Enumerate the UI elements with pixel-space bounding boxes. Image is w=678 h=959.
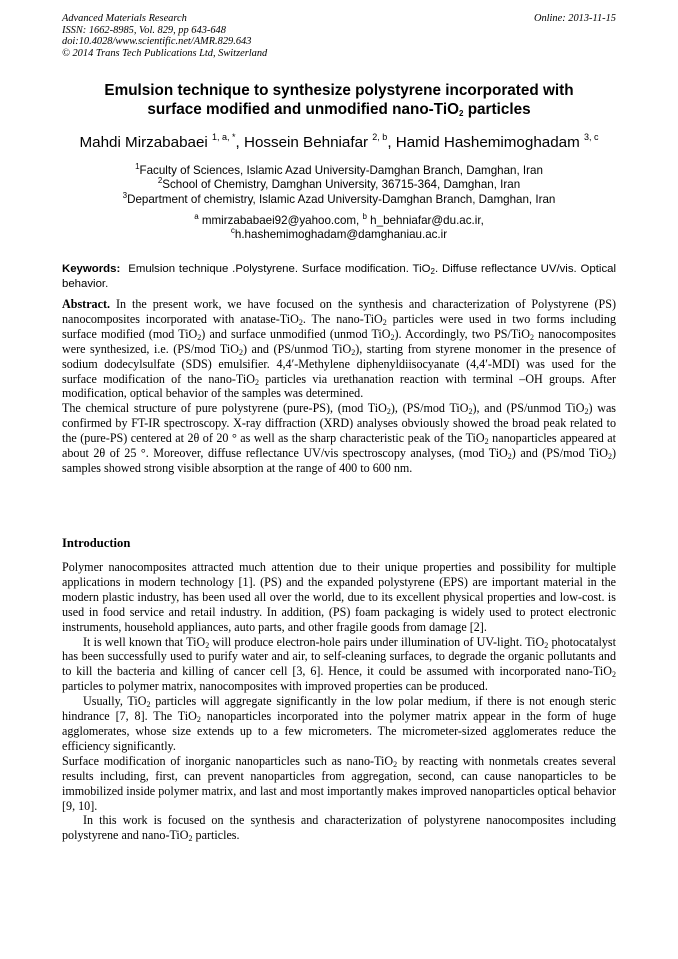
author-name: , Hossein Behniafar [235, 134, 373, 151]
email-list: $^a$ mmirzababaei92@yahoo.com, $^b$ h_behniafar@du.ac.ir, $^c$h.hashemimoghadam@damghaniau.ac.ir [194, 212, 484, 242]
section-heading-introduction: Introduction [62, 536, 131, 550]
affiliation-list [62, 164, 616, 207]
journal-name: Advanced Materials Research [62, 13, 187, 24]
intro-paragraph: In this work is focused on the synthesis and characterization of polystyrene nanocomposites including polystyrene and nano-TiO$_2$ particles. [62, 813, 616, 844]
email-link[interactable]: h.hashemimoghadam@damghaniau.ac.ir [234, 228, 448, 242]
intro-paragraph: Polymer nanocomposites attracted much attention due to their unique properties and possibility for multiple applications in modern technology [1]. (PS) and the expanded polystyrene (EPS) are important material in the modern plastic industry, has been used all over the world, due to its excellent physical properties and low-cost. is used in food service and retail industry. In addition, (PS) foam packaging is widely used to protect electronic instruments, household appliances, auto parts, and other fragile goods from damage [2]. [62, 560, 616, 634]
introduction-section [62, 560, 616, 843]
keywords-section: Keywords: Emulsion technique .Polystyrene. Surface modification. TiO$_2$. Diffuse reflectance UV/vis. Optical behavior. [62, 263, 617, 290]
abstract-paragraph-2: The chemical structure of pure polystyrene (pure-PS), (mod TiO$_2$), (PS/mod TiO$_2$), and (PS/unmod TiO$_2$) was confirmed by FT-IR spectroscopy. X-ray diffraction (XRD) analyses obviously showed the broad peak related to the (pure-PS) centered at 2θ of 20 ° as well as the sharp characteristic peak of the TiO$_2$ nanoparticles appeared at about 2θ of 25 °. Moreover, diffuse reflectance UV/vis spectroscopy analyses, (mod TiO$_2$) and (PS/mod TiO$_2$) samples showed strong visible absorption at the range of 400 to 600 nm. [62, 401, 617, 475]
affiliation: $^2$School of Chemistry, Damghan University, 36715-364, Damghan, Iran [157, 176, 521, 192]
paper-title [62, 82, 616, 119]
intro-paragraph: Surface modification of inorganic nanoparticles such as nano-TiO$_2$ by reacting with nonmetals creates several results including, first, can prevent nanoparticles from aggregation, second, can cause nanoparticles to be immobilized inside polymer matrix, and last and most importantly makes improved nanoparticles optical behavior [9, 10]. [62, 753, 616, 813]
abstract-label: Abstract. [62, 297, 111, 311]
journal-header [62, 13, 616, 59]
abstract-paragraph-1: Abstract. In the present work, we have focused on the synthesis and characterization of Polystyrene (PS) nanocomposites incorporated with anatase-TiO$_2$. The nano-TiO$_2$ particles were used in two forms including surface modified (mod TiO$_2$) and surface unmodified (unmod TiO$_2$). Accordingly, two PS/TiO$_2$ nanocomposites were synthesized, i.e. (PS/mod TiO$_2$) and (PS/unmod TiO$_2$), starting from styrene monomer in the presence of sodium dodecylsulfate (SDS) emulsifier. 4,4′-Methylene diphenyldiisocyanate (4,4′-MDI) was used for the surface modification of the nano-TiO$_2$ particles via urethanation reaction with terminal –OH groups. After modification, optical behavior of the samples was determined. [62, 297, 616, 401]
title-line-1: Emulsion technique to synthesize polystyrene incorporated with [104, 82, 574, 99]
title-line-2: surface modified and unmodified nano-TiO$_2$ particles [147, 100, 531, 118]
copyright-line: © 2014 Trans Tech Publications Ltd, Switzerland [62, 47, 268, 59]
keywords-label: Keywords: [62, 263, 121, 275]
abstract-section [62, 297, 616, 476]
email-link[interactable]: mmirzababaei92@yahoo.com, [198, 214, 363, 227]
author-name: Mahdi Mirzababaei [79, 134, 213, 151]
online-date: Online: 2013-11-15 [533, 13, 616, 24]
intro-paragraph: Usually, TiO$_2$ particles will aggregate significantly in the low polar medium, if there is not enough steric hindrance [7, 8]. The TiO$_2$ nanoparticles incorporated into the polymer matrix appear in the form of huge agglomerates, whose size extends up to a few micrometers. The micrometer-sized agglomerates reduce the efficiency significantly. [62, 694, 617, 753]
author-affiliation-marker: 2, b [372, 132, 388, 142]
email-link[interactable]: h_behniafar@du.ac.ir, [366, 214, 484, 227]
issn-line: ISSN: 1662-8985, Vol. 829, pp 643-648 [62, 24, 226, 36]
author-name: , Hamid Hashemimoghadam [387, 134, 584, 151]
author-list [62, 134, 616, 152]
intro-paragraph: It is well known that TiO$_2$ will produce electron-hole pairs under illumination of UV-light. TiO$_2$ photocatalyst has been successfully used to purify water and air, to self-cleaning surfaces, to degrade the organic pollutants and to kill the bacteria and killing of cancer cell [3, 6]. Hence, it could be assumed with incorporated nano-TiO$_2$ particles to polymer matrix, nanocomposites with improved properties can be produced. [62, 634, 616, 694]
author-affiliation-marker: 1, a, * [212, 132, 236, 142]
affiliation: $^3$Department of chemistry, Islamic Azad University-Damghan Branch, Damghan, Iran [122, 190, 556, 206]
doi-line: doi:10.4028/www.scientific.net/AMR.829.643 [62, 36, 252, 48]
affiliation: $^1$Faculty of Sciences, Islamic Azad University-Damghan Branch, Damghan, Iran [135, 162, 543, 177]
author-affiliation-marker: 3, c [584, 132, 599, 142]
